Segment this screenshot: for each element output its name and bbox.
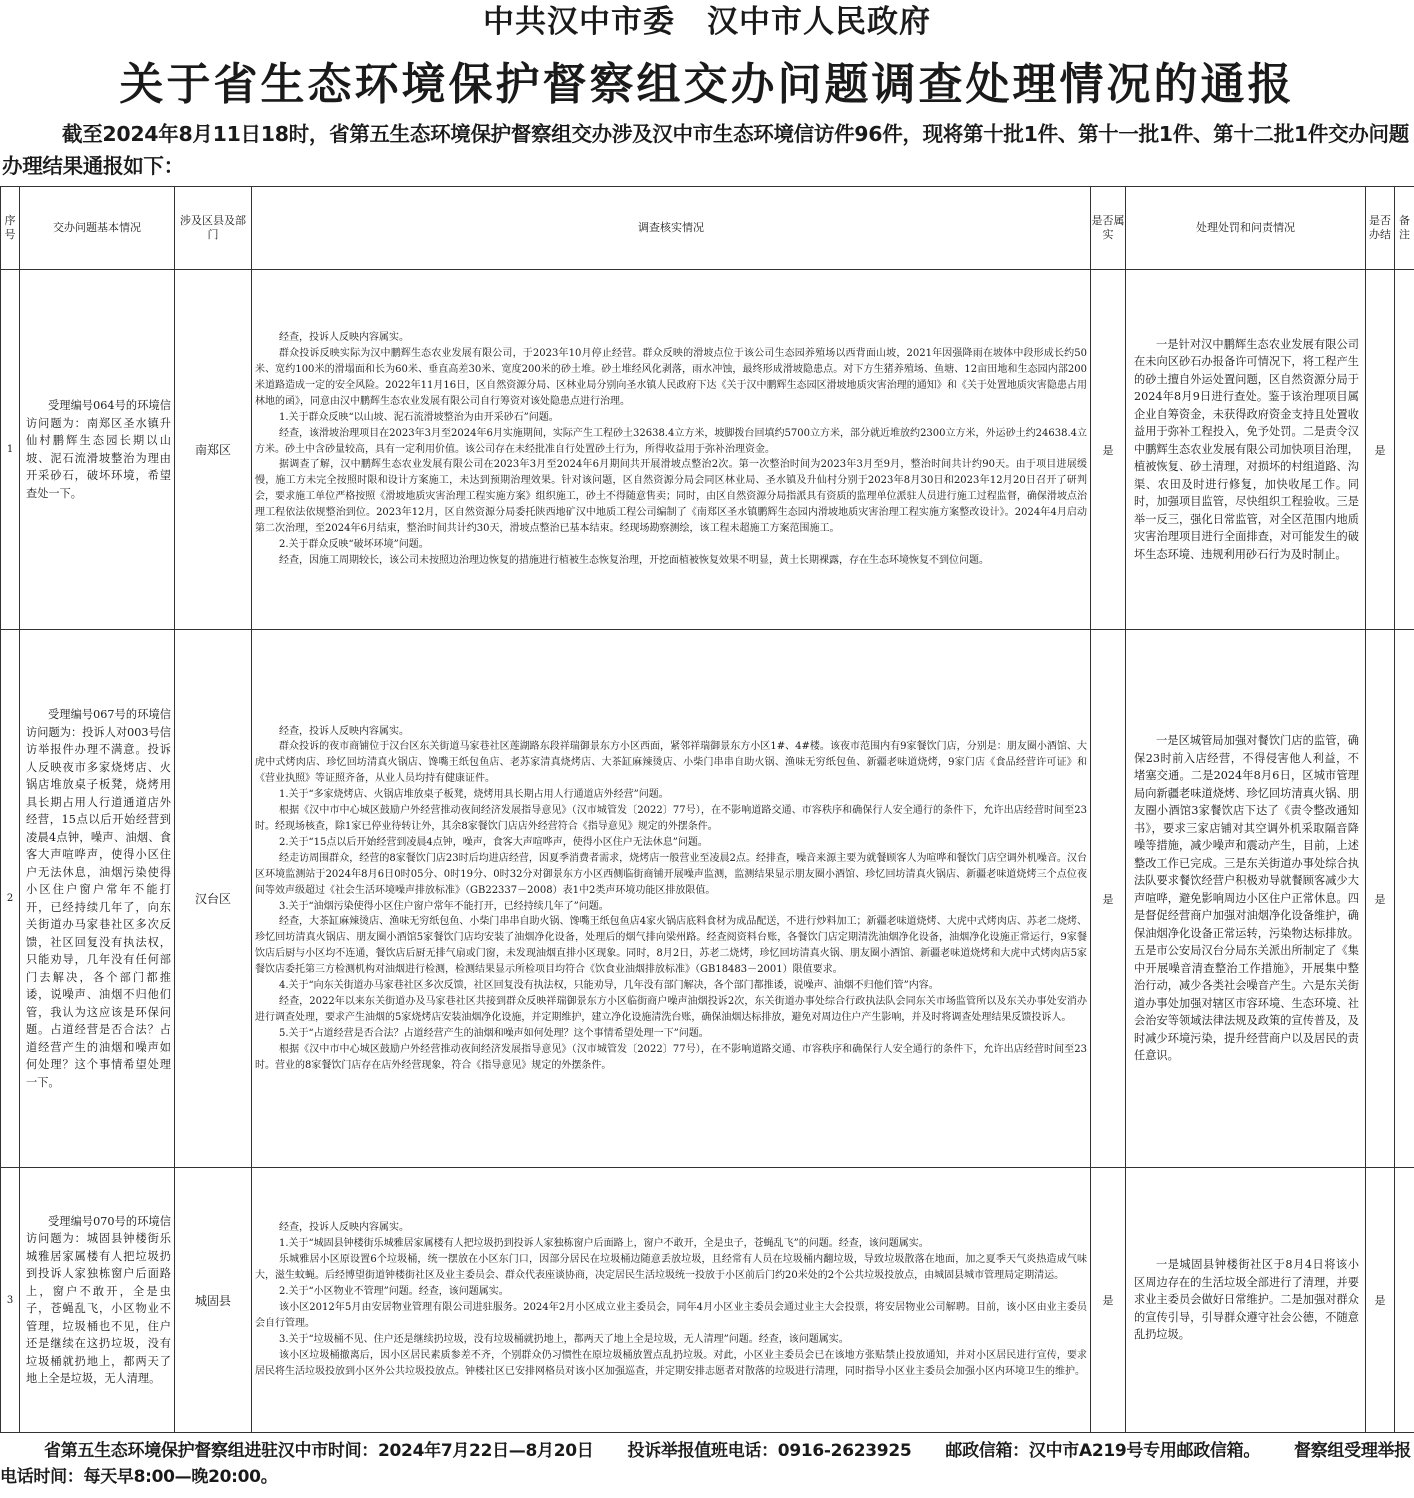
row-remark bbox=[1395, 1168, 1414, 1433]
investigation-paragraph: 据调查了解，汉中鹏辉生态农业发展有限公司在2023年3月至2024年6月期间共开展滑坡点整治2次。第一次整治时间为2023年3月至9月，整治时间共计约90天。由于项目进展缓慢，施工方未完全按照时限和设计方案施工，未达到预期治理效果。针对该问题，区自然资源分局会同区林业局、圣水镇及升仙村分别于2023年8月30日和2023年12月20日召开了研判会，要求施工单位严格按照《滑坡地质灾害治理工程实施方案》组织施工，砂土不得随意售卖；同时，由区自然资源分局指派具有资质的监理单位派驻人员进行施工过程监督，确保滑坡点治理工程依法依规整治到位。2023年12月，区自然资源分局委托陕西地矿汉中地质工程公司编制了《南郑区圣水镇鹏辉生态园内滑坡地质灾害治理工程实施方案整改设计》。2024年4月启动第二次治理，至2024年6月结束，整治时间共计约30天，滑坡点整治已基本结束。经现场勘察测绘，该工程未超施工方案范围施工。 bbox=[255, 459, 1087, 535]
issuer-heading: 中共汉中市委 汉中市人民政府 bbox=[483, 4, 931, 40]
row-handling: 一是城固县钟楼街社区于8月4日将该小区周边存在的生活垃圾全部进行了清理，并要求业主委员会做好日常维护。二是加强对群众的宣传引导，引导群众遵守社会公德，不随意乱扔垃圾。 bbox=[1126, 1168, 1366, 1433]
row-no: 2 bbox=[1, 630, 20, 1168]
investigation-paragraph: 经查，投诉人反映内容属实。 bbox=[279, 332, 409, 344]
row-verified: 是 bbox=[1091, 1168, 1126, 1433]
investigation-paragraph: 3.关于“油烟污染使得小区住户窗户常年不能打开，已经持续几年了”问题。 bbox=[279, 900, 609, 912]
row-handling: 一是针对汉中鹏辉生态农业发展有限公司在未向区砂石办报备许可情况下，将工程产生的砂土擅自外运处置问题，区自然资源分局于2024年8月9日进行查处。鉴于该治理项目属企业自筹资金，未获得政府资金支持且处置收益用于弥补工程投入，免予处罚。二是责令汉中鹏辉生态农业发展有限公司加快项目治理，植被恢复、砂土清理，对损坏的村组道路、沟渠、农田及时进行修复，加快收尾工作。同时，加强项目监管，尽快组织工程验收。三是举一反三，强化日常监管，对全区范围内地质灾害治理项目进行全面排查，对可能发生的破坏生态环境、违规利用砂石行为及时制止。 bbox=[1126, 270, 1366, 630]
investigation-paragraph: 经查，该滑坡治理项目在2023年3月至2024年6月实施期间，实际产生工程砂土32638.4立方米，坡脚拨台回填约5700立方米，部分就近堆放约2300立方米，外运砂土约24638.4立方米。砂土中含砂量较高，具有一定利用价值。该公司存在未经批准自行处置砂土行为，所得收益用于弥补治理资金。 bbox=[255, 427, 1087, 455]
row-basic: 受理编号067号的环境信访问题为：投诉人对003号信访举报件办理不满意。投诉人反映夜市多家烧烤店、火锅店堆放桌子板凳，烧烤用具长期占用人行道通道店外经营，15点以后开始经营到凌晨4点钟，噪声、油烟、食客大声喧哗声，使得小区住户无法休息，油烟污染使得小区住户窗户常年不能打开，已经持续几年了，向东关街道办马家巷社区多次反馈，社区回复没有执法权，只能劝导，几年没有任何部门去解决，各个部门都推诿，说噪声、油烟不归他们管，我认为这应该是环保问题。占道经营是否合法？占道经营产生的油烟和噪声如何处理？这个事情希望处理一下。 bbox=[20, 630, 175, 1168]
row-handling: 一是区城管局加强对餐饮门店的监管，确保23时前入店经营，不得侵害他人利益，不堵塞交通。二是2024年8月6日，区城市管理局向新疆老味道烧烤、珍忆回坊清真火锅、朋友圈小酒馆3家餐饮店下达了《责令整改通知书》，要求三家店铺对其空调外机采取隔音降噪等措施，减少噪声和震动产生，目前，上述整改工作已完成。三是东关街道办事处综合执法队要求餐饮经营户积极劝导就餐顾客减少大声喧哗，避免影响周边小区住户正常休息。四是督促经营商户加强对油烟净化设备维护，确保油烟净化设备正常运转，污染物达标排放。五是市公安局汉台分局东关派出所制定了《集中开展噪音清查整治工作措施》，开展集中整治行动，减少各类社会噪音产生。六是东关街道办事处加强对辖区市容环境、生态环境、社会治安等领域法律法规及政策的宣传普及，及时减少环境污染，提升经营商户以及居民的责任意识。 bbox=[1126, 630, 1366, 1168]
row-district: 汉台区 bbox=[175, 630, 252, 1168]
footer-hours: 督察组受理举报电话时间：每天早8:00—晚20:00。 bbox=[0, 1441, 1411, 1487]
header-handling: 处理处罚和问责情况 bbox=[1126, 187, 1366, 270]
row-investigation bbox=[252, 270, 1091, 630]
row-closed: 是 bbox=[1366, 270, 1395, 630]
footer-mailbox: 邮政信箱：汉中市A219号专用邮政信箱。 bbox=[945, 1441, 1261, 1461]
investigation-paragraph: 经查，投诉人反映内容属实。 bbox=[279, 1222, 409, 1234]
intro-paragraph: 截至2024年8月11日18时，省第五生态环境保护督察组交办涉及汉中市生态环境信访件96件，现将第十批1件、第十一批1件、第十二批1件交办问题办理结果通报如下： bbox=[2, 122, 1409, 178]
table-row bbox=[1, 630, 1414, 1168]
table-header-row bbox=[1, 187, 1414, 270]
row-closed: 是 bbox=[1366, 630, 1395, 1168]
header-closed: 是否办结 bbox=[1366, 187, 1395, 270]
investigation-paragraph: 3.关于“垃圾桶不见、住户还是继续扔垃圾，没有垃圾桶就扔地上，都两天了地上全是垃圾，无人清理”问题。经查，该问题属实。 bbox=[279, 1333, 849, 1345]
investigation-paragraph: 经查，投诉人反映内容属实。 bbox=[279, 725, 409, 737]
header-basic: 交办问题基本情况 bbox=[20, 187, 175, 270]
investigation-paragraph: 1.关于“多家烧烤店、火锅店堆放桌子板凳，烧烤用具长期占用人行通道店外经营”问题。 bbox=[279, 789, 669, 801]
row-verified: 是 bbox=[1091, 270, 1126, 630]
footer-stay-time: 省第五生态环境保护督察组进驻汉中市时间：2024年7月22日—8月20日 bbox=[44, 1441, 594, 1461]
investigation-paragraph: 5.关于“占道经营是否合法？占道经营产生的油烟和噪声如何处理？这个事情希望处理一下”问题。 bbox=[279, 1027, 709, 1039]
row-basic: 受理编号070号的环境信访问题为：城固县钟楼街乐城雅居家属楼有人把垃圾扔到投诉人家独栋窗户后面路上，窗户不敢开，全是虫子，苍蝇乱飞，小区物业不管理，垃圾桶也不见，住户还是继续在这扔垃圾，没有垃圾桶就扔地上，都两天了地上全是垃圾，无人清理。 bbox=[20, 1168, 175, 1433]
investigation-paragraph: 2.关于“小区物业不管理”问题。经查，该问题属实。 bbox=[279, 1286, 509, 1298]
investigation-paragraph: 经查，因施工周期较长，该公司未按照边治理边恢复的措施进行植被生态恢复治理，开挖面植被恢复效果不明显，黄土长期裸露，存在生态环境恢复不到位问题。 bbox=[279, 554, 989, 566]
header-district: 涉及区县及部门 bbox=[175, 187, 252, 270]
footer-hotline: 投诉举报值班电话：0916-2623925 bbox=[627, 1441, 912, 1461]
row-no: 1 bbox=[1, 270, 20, 630]
row-investigation bbox=[252, 630, 1091, 1168]
header-no: 序号 bbox=[1, 187, 20, 270]
investigation-paragraph: 经查，大茶缸麻辣烫店、渔味无穷纸包鱼、小柴门串串自助火锅、馋嘴王纸包鱼店4家火锅店底料食材为成品配送，不进行炒料加工；新疆老味道烧烤、大虎中式烤肉店、苏老二烧烤、珍忆回坊清真火锅店、朋友圈小酒馆5家餐饮门店均安装了油烟净化设备，处理后的烟气排向梁州路。经查阅资料台账，各餐饮门店定期清洗油烟净化设备，油烟净化设施正常运行，9家餐饮店后厨与小区均不连通，餐饮店后厨无排气扇或门窗，未发现油烟直排小区现象。同时，8月2日，苏老二烧烤，珍忆回坊清真火锅、朋友圈小酒馆、新疆老味道烧烤和大虎中式烤肉店5家餐饮店委托第三方检测机构对油烟进行检测，检测结果显示所检项目均符合《饮食业油烟排放标准》（GB18483－2001）限值要求。 bbox=[255, 916, 1087, 976]
investigation-paragraph: 2.关于“15点以后开始经营到凌晨4点钟，噪声，食客大声喧哗声，使得小区住户无法休息”问题。 bbox=[279, 836, 708, 848]
row-remark bbox=[1395, 270, 1414, 630]
header-investigation: 调查核实情况 bbox=[252, 187, 1091, 270]
investigation-paragraph: 根据《汉中市中心城区鼓励户外经营推动夜间经济发展指导意见》（汉市城管发〔2022〕77号），在不影响道路交通、市容秩序和确保行人安全通行的条件下，允许出店经营时间至23时。营业的8家餐饮门店存在店外经营现象，符合《指导意见》规定的外摆条件。 bbox=[255, 1043, 1087, 1071]
investigation-paragraph: 根据《汉中市中心城区鼓励户外经营推动夜间经济发展指导意见》（汉市城管发〔2022〕77号），在不影响道路交通、市容秩序和确保行人安全通行的条件下，允许出店经营时间至23时。经现场核查，除1家已停业待转让外，其余8家餐饮门店店外经营符合《指导意见》规定的外摆条件。 bbox=[255, 805, 1087, 832]
investigation-paragraph: 群众投诉的夜市商铺位于汉台区东关街道马家巷社区莲湖路东段祥瑞御景东方小区西面，紧邻祥瑞御景东方小区1#、4#楼。该夜市范围内有9家餐饮门店，分别是：朋友圈小酒馆、大虎中式烤肉店、珍忆回坊清真火锅店、馋嘴王纸包鱼店、老苏家清真烧烤店、大茶缸麻辣烫店、小柴门串串自助火锅、渔味无穷纸包鱼、新疆老味道烧烤，9家门店《食品经营许可证》和《营业执照》等证照齐备，从业人员均持有健康证件。 bbox=[255, 741, 1087, 785]
investigation-paragraph: 经查，2022年以来东关街道办及马家巷社区共接到群众反映祥瑞御景东方小区临街商户噪声油烟投诉2次，东关街道办事处综合行政执法队会同东关市场监管所以及东关办事处安消办进行调查处理，要求产生油烟的5家烧烤店安装油烟净化设施，并定期维护，建立净化设施清洗台账，确保油烟达标排放，避免对周边住户产生影响，并及时将调查处理结果反馈投诉人。 bbox=[255, 995, 1087, 1023]
row-basic: 受理编号064号的环境信访问题为：南郑区圣水镇升仙村鹏辉生态园长期以山坡、泥石流滑坡整治为理由开采砂石，破坏环境，希望查处一下。 bbox=[20, 270, 175, 630]
cases-table bbox=[0, 186, 1414, 1433]
table-row bbox=[1, 1168, 1414, 1433]
investigation-paragraph: 2.关于群众反映“破坏环境”问题。 bbox=[279, 538, 429, 550]
row-verified: 是 bbox=[1091, 630, 1126, 1168]
investigation-paragraph: 乐城雅居小区原设置6个垃圾桶，统一摆放在小区东门口，因部分居民在垃圾桶边随意丢放垃圾，且经常有人员在垃圾桶内翻垃圾，导致垃圾散落在地面，加之夏季天气炎热造成气味大，滋生蚊蝇。后经博望街道钟楼街社区及业主委员会、群众代表座谈协商，决定居民生活垃圾统一投放于小区前后门约20米处的2个公共垃圾投放点，由城固县城市管理局定期清运。 bbox=[255, 1254, 1087, 1282]
footer-notice bbox=[0, 1438, 1412, 1490]
table-row bbox=[1, 270, 1414, 630]
investigation-paragraph: 4.关于“向东关街道办马家巷社区多次反馈，社区回复没有执法权，只能劝导，几年没有部门解决，各个部门都推诿，说噪声、油烟不归他们管”内容。 bbox=[279, 980, 939, 992]
header-remark: 备注 bbox=[1395, 187, 1414, 270]
row-investigation bbox=[252, 1168, 1091, 1433]
row-closed: 是 bbox=[1366, 1168, 1395, 1433]
investigation-paragraph: 经走访周围群众，经营的8家餐饮门店23时后均进店经营，因夏季消费者需求，烧烤店一般营业至凌晨2点。经排查，噪音来源主要为就餐顾客人为喧哗和餐饮门店空调外机噪音。汉台区环境监测站于2024年8月6日0时05分、0时19分、0时32分对御景东方小区西侧临街商铺开展噪声监测，监测结果显示朋友圈小酒馆、珍忆回坊清真火锅店、新疆老味道烧烤三个点位夜间等效声级超过《社会生活环境噪声排放标准》（GB22337－2008）表1中2类声环境功能区排放限值。 bbox=[255, 852, 1087, 896]
investigation-paragraph: 1.关于“城固县钟楼街乐城雅居家属楼有人把垃圾扔到投诉人家独栋窗户后面路上，窗户不敢开，全是虫子，苍蝇乱飞”的问题。经查，该问题属实。 bbox=[279, 1238, 929, 1250]
row-no: 3 bbox=[1, 1168, 20, 1433]
investigation-paragraph: 1.关于群众反映“以山坡、泥石流滑坡整治为由开采砂石”问题。 bbox=[279, 411, 559, 423]
row-district: 城固县 bbox=[175, 1168, 252, 1433]
investigation-paragraph: 群众投诉反映实际为汉中鹏辉生态农业发展有限公司，于2023年10月停止经营。群众反映的滑坡点位于该公司生态园养殖场以西背面山坡，2021年因强降雨在坡体中段形成长约50米、宽约100米的滑塌面和长为60米、垂直高差30米、宽度200米的砂土堆。砂土堆经风化剥落，雨水冲蚀，最终形成滑坡隐患点。对下方生猪养殖场、鱼塘、12亩田地和生态园内部200米道路造成一定的安全风险。2022年11月16日，区自然资源分局、区林业局分别向圣水镇人民政府下达《关于汉中鹏辉生态园区滑坡地质灾害治理的通知》和《关于处置地质灾害隐患占用林地的函》，同意由汉中鹏辉生态农业发展有限公司自行筹资对该处隐患点进行治理。 bbox=[255, 348, 1087, 407]
investigation-paragraph: 该小区2012年5月由安居物业管理有限公司进驻服务。2024年2月小区成立业主委员会，同年4月小区业主委员会通过业主大会投票，将安居物业公司解聘。目前，该小区由业主委员会自行管理。 bbox=[255, 1302, 1087, 1329]
document-title: 关于省生态环境保护督察组交办问题调查处理情况的通报 bbox=[119, 59, 1295, 110]
header-verified: 是否属实 bbox=[1091, 187, 1126, 270]
row-district: 南郑区 bbox=[175, 270, 252, 630]
row-remark bbox=[1395, 630, 1414, 1168]
investigation-paragraph: 该小区垃圾桶撤离后，因小区居民素质参差不齐，个别群众仍习惯性在原垃圾桶放置点乱扔垃圾。对此，小区业主委员会已在该地方张贴禁止投放通知，并对小区居民进行宣传，要求居民将生活垃圾投放到小区外公共垃圾投放点。钟楼社区已安排网格员对该小区加强巡查，并定期安排志愿者对散落的垃圾进行清理，同时指导小区业主委员会加强小区内环境卫生的维护。 bbox=[255, 1349, 1087, 1377]
